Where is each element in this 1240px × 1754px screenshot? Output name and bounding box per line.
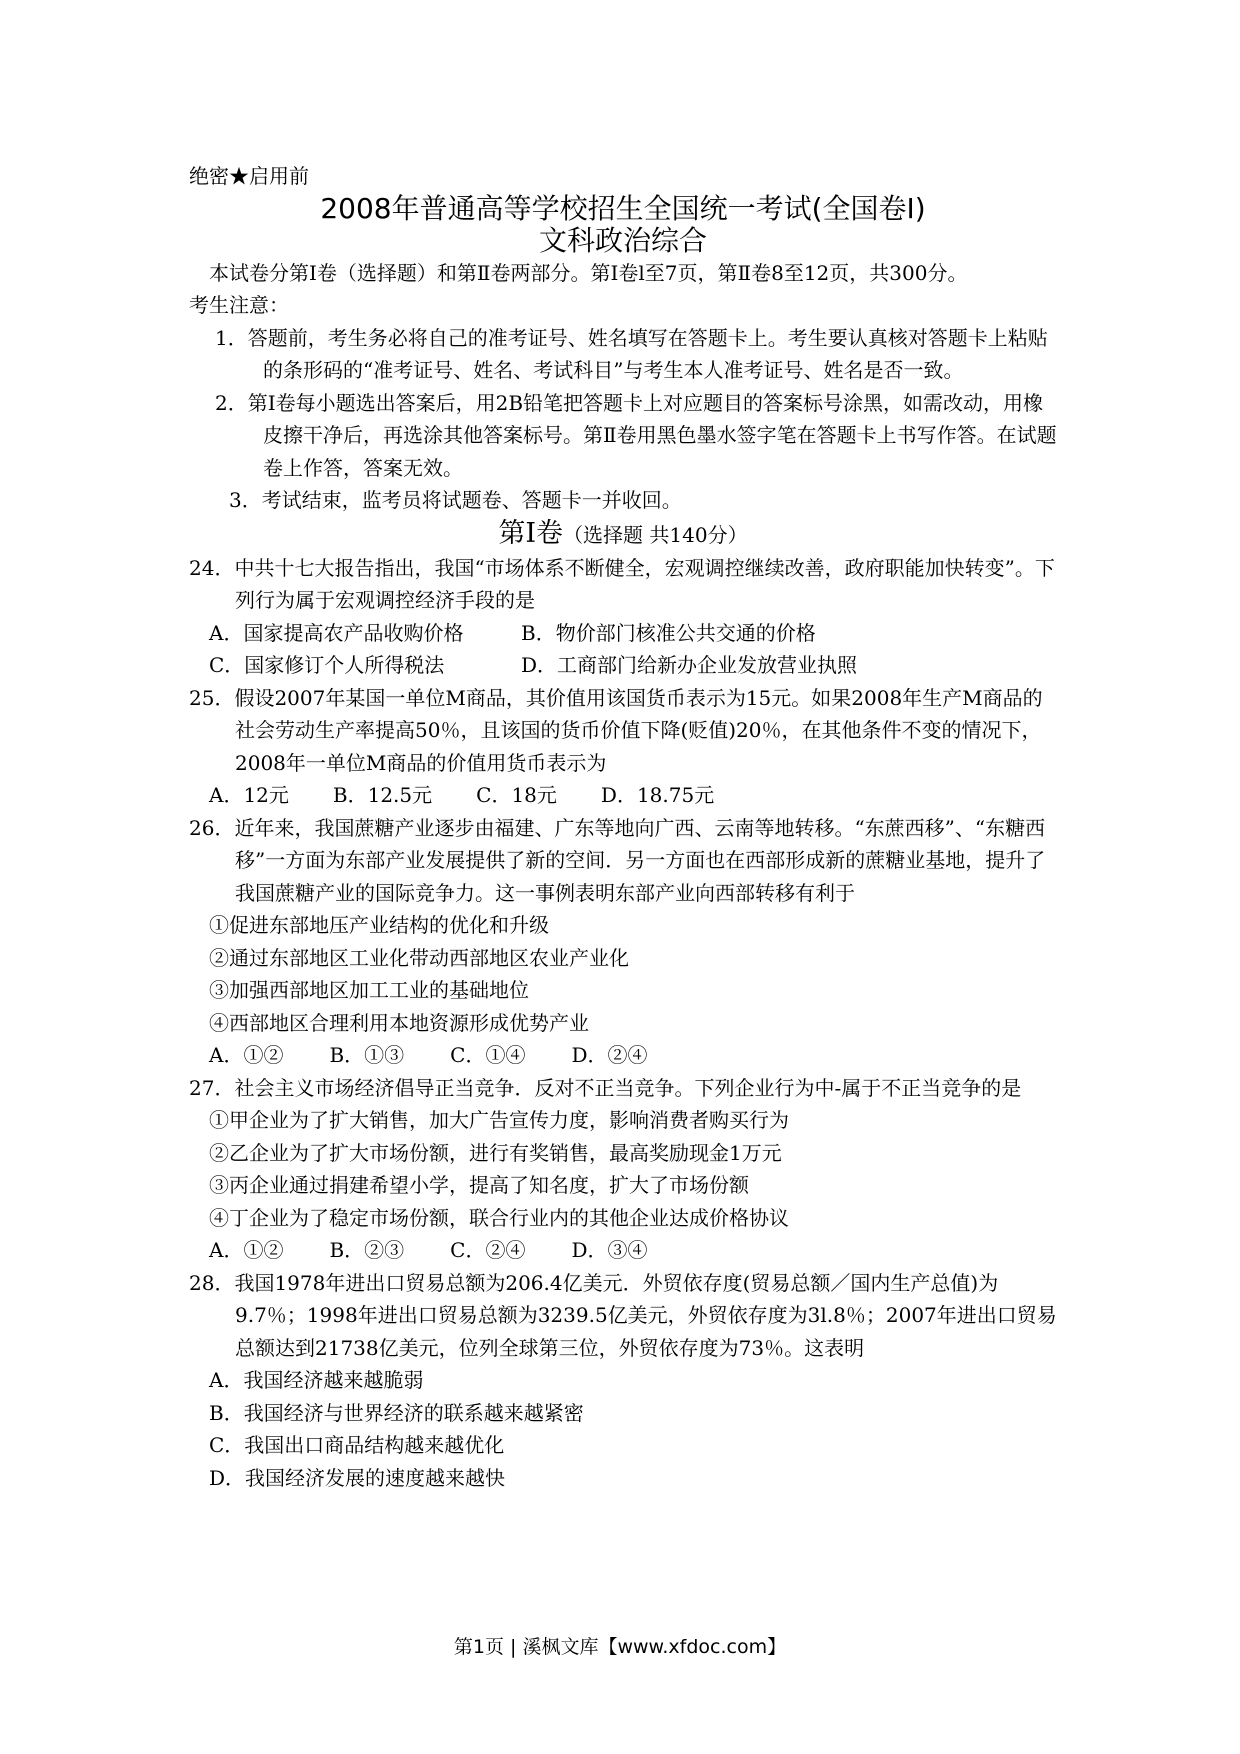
page-content bbox=[189, 160, 1057, 1494]
question-24-options-row bbox=[189, 649, 1057, 682]
option-a: A．我国经济越来越脆弱 bbox=[209, 1368, 424, 1392]
question-25-options-row bbox=[189, 779, 1057, 812]
page-footer: 第1页 | 溪枫文库【www.xfdoc.com】 bbox=[453, 1636, 787, 1658]
option-b: B．12.5元 bbox=[332, 783, 433, 807]
option-c: C．②④ bbox=[450, 1238, 526, 1262]
option-d: D．工商部门给新办企业发放营业执照 bbox=[521, 653, 858, 677]
question-28-stem: 28．我国1978年进出口贸易总额为206.4亿美元．外贸依存度(贸易总额／国内生产总值)为9.7％；1998年进出口贸易总额为3239.5亿美元，外贸依存度为3l.8％；2007年进出口贸易总额达到21738亿美元，位列全球第三位，外贸依存度为73％。这表明 bbox=[189, 1270, 1057, 1360]
question-27-options-row bbox=[189, 1234, 1057, 1267]
section-heading bbox=[189, 517, 1057, 552]
section-title: 第Ⅰ卷 bbox=[498, 517, 564, 549]
question-27-statement: ④丁企业为了稳定市场份额，联合行业内的其他企业达成价格协议 bbox=[209, 1205, 789, 1230]
secret-label: 绝密★启用前 bbox=[189, 164, 309, 188]
option-d: D．我国经济发展的速度越来越快 bbox=[209, 1465, 506, 1490]
option-c: C．18元 bbox=[476, 783, 557, 807]
exam-subtitle: 文科政治综合 bbox=[538, 223, 707, 257]
option-c: C．①④ bbox=[450, 1043, 526, 1067]
option-b: B．①③ bbox=[329, 1043, 405, 1067]
option-b: B．②③ bbox=[329, 1238, 405, 1262]
option-a: A．①② bbox=[209, 1238, 284, 1262]
notice-item: 2．第Ⅰ卷每小题选出答案后，用2B铅笔把答题卡上对应题目的答案标号涂黑，如需改动，用橡皮擦干净后，再选涂其他答案标号。第Ⅱ卷用黑色墨水签字笔在答题卡上书写作答。在试题卷上作答，答案无效。 bbox=[215, 390, 1057, 480]
option-d: D．③④ bbox=[571, 1238, 648, 1262]
option-b: B．物价部门核准公共交通的价格 bbox=[521, 620, 816, 645]
question-25-stem: 25．假设2007年某国一单位M商品，其价值用该国货币表示为15元。如果2008年生产M商品的社会劳动生产率提高50％，且该国的货币价值下降(贬值)20％，在其他条件不变的情况下，2008年一单位M商品的价值用货币表示为 bbox=[189, 685, 1043, 775]
question-27-stem: 27．社会主义市场经济倡导正当竞争．反对不正当竞争。下列企业行为中-属于不正当竞争的是 bbox=[189, 1075, 1022, 1100]
question-24-stem: 24．中共十七大报告指出，我国“市场体系不断健全，宏观调控继续改善，政府职能加快转变”。下列行为属于宏观调控经济手段的是 bbox=[189, 555, 1055, 612]
question-27-statement: ①甲企业为了扩大销售，加大广告宣传力度，影响消费者购买行为 bbox=[209, 1108, 789, 1132]
option-a: A．①② bbox=[209, 1043, 284, 1067]
option-d: D．18.75元 bbox=[600, 783, 715, 807]
exam-title: 2008年普通高等学校招生全国统一考试(全国卷Ⅰ) bbox=[320, 191, 926, 225]
question-26-statement: ③加强西部地区加工工业的基础地位 bbox=[209, 978, 529, 1002]
question-24-options-row bbox=[189, 617, 1057, 650]
notice-item: 1．答题前，考生务必将自己的准考证号、姓名填写在答题卡上。考生要认真核对答题卡上粘贴的条形码的“准考证号、姓名、考试科目”与考生本人准考证号、姓名是否一致。 bbox=[215, 325, 1048, 382]
question-26-statement: ①促进东部地压产业结构的优化和升级 bbox=[209, 913, 549, 937]
notice-heading: 考生注意： bbox=[189, 293, 289, 317]
question-26-stem: 26．近年来，我国蔗糖产业逐步由福建、广东等地向广西、云南等地转移。“东蔗西移”、“东糖西移”一方面为东部产业发展提供了新的空间．另一方面也在西部形成新的蔗糖业基地，提升了我国蔗糖产业的国际竞争力。这一事例表明东部产业向西部转移有利于 bbox=[189, 815, 1046, 905]
option-c: C．我国出口商品结构越来越优化 bbox=[209, 1433, 505, 1457]
option-b: B．我国经济与世界经济的联系越来越紧密 bbox=[209, 1400, 584, 1425]
section-subtitle: （选择题 共140分） bbox=[563, 522, 748, 547]
option-a: A．12元 bbox=[209, 783, 289, 807]
option-d: D．②④ bbox=[571, 1043, 648, 1067]
option-c: C．国家修订个人所得税法 bbox=[209, 653, 445, 677]
notice-item: 3．考试结束，监考员将试题卷、答题卡一并收回。 bbox=[229, 488, 682, 512]
question-27-statement: ③丙企业通过捐建希望小学，提高了知名度，扩大了市场份额 bbox=[209, 1173, 749, 1197]
intro-paragraph: 本试卷分第Ⅰ卷（选择题）和第Ⅱ卷两部分。第Ⅰ卷l至7页，第Ⅱ卷8至12页，共300分。 bbox=[209, 260, 968, 285]
question-26-statement: ④西部地区合理利用本地资源形成优势产业 bbox=[209, 1010, 589, 1035]
question-26-statement: ②通过东部地区工业化带动西部地区农业产业化 bbox=[209, 945, 629, 970]
option-a: A．国家提高农产品收购价格 bbox=[209, 620, 464, 645]
question-26-options-row bbox=[189, 1039, 1057, 1072]
question-27-statement: ②乙企业为了扩大市场份额，进行有奖销售，最高奖励现金1万元 bbox=[209, 1140, 782, 1165]
